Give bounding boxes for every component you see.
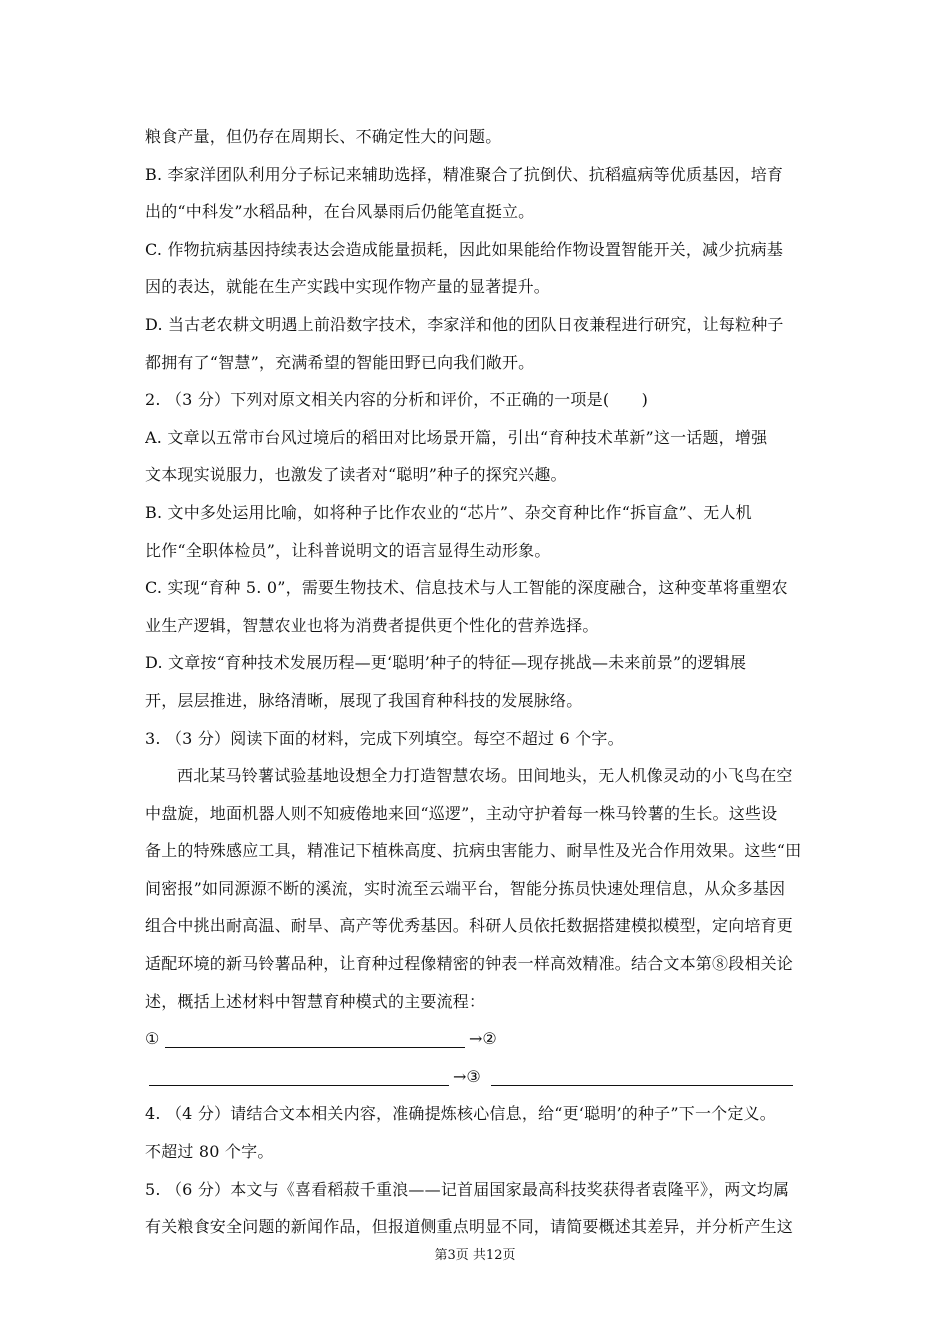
text-line: D. 文章按“育种技术发展历程—更‘聪明’种子的特征—现存挑战—未来前景”的逻辑展 <box>145 653 747 673</box>
blank-marker-2: →② <box>469 1029 497 1049</box>
question-5-stem: 5. （6 分）本文与《喜看稻菽千重浪——记首届国家最高科技奖获得者袁隆平》，两文均属 <box>145 1179 790 1199</box>
text-line: B. 李家洋团队利用分子标记来辅助选择，精准聚合了抗倒伏、抗稻瘟病等优质基因，培育 <box>145 164 784 184</box>
answer-blank-2[interactable] <box>149 1085 449 1086</box>
text-line: 都拥有了“智慧”，充满希望的智能田野已向我们敞开。 <box>145 352 535 372</box>
question-4-stem: 4. （4 分）请结合文本相关内容，准确提炼核心信息，给“更‘聪明’的种子”下一个定义。 <box>145 1104 776 1124</box>
text-line: 比作“全职体检员”，让科普说明文的语言显得生动形象。 <box>145 540 551 560</box>
material-line: 间密报”如同源源不断的溪流，实时流至云端平台，智能分拣员快速处理信息，从众多基因 <box>145 878 786 898</box>
question-2-stem: 2. （3 分）下列对原文相关内容的分析和评价，不正确的一项是( ) <box>145 390 649 410</box>
text-line: B. 文中多处运用比喻，如将种子比作农业的“芯片”、杂交育种比作“拆盲盒”、无人机 <box>145 502 752 522</box>
material-line: 组合中挑出耐高温、耐旱、高产等优秀基因。科研人员依托数据搭建模拟模型，定向培育更 <box>145 916 794 936</box>
text-line: 出的“中科发”水稻品种，在台风暴雨后仍能笔直挺立。 <box>145 202 535 222</box>
text-line: 文本现实说服力，也激发了读者对“聪明”种子的探究兴趣。 <box>145 465 567 485</box>
blank-marker-3: →③ <box>453 1066 481 1086</box>
answer-blank-3[interactable] <box>491 1085 793 1086</box>
document-body <box>145 118 810 1246</box>
material-line: 中盘旋，地面机器人则不知疲倦地来回“巡逻”，主动守护着每一株马铃薯的生长。这些设 <box>145 803 778 823</box>
material-line: 适配环境的新马铃薯品种，让育种过程像精密的钟表一样高效精准。结合文本第⑧段相关论 <box>145 954 794 974</box>
text-line: 因的表达，就能在生产实践中实现作物产量的显著提升。 <box>145 277 551 297</box>
page-footer: 第3页 共12页 <box>434 1248 516 1263</box>
text-line: C. 实现“育种 5. 0”，需要生物技术、信息技术与人工智能的深度融合，这种变革将重塑农 <box>145 578 788 598</box>
text-line: C. 作物抗病基因持续表达会造成能量损耗，因此如果能给作物设置智能开关，减少抗病基 <box>145 239 784 259</box>
fill-blank-row-1 <box>145 1020 810 1058</box>
material-line: 述，概括上述材料中智慧育种模式的主要流程： <box>145 991 486 1011</box>
text-line: 粮食产量，但仍存在周期长、不确定性大的问题。 <box>145 127 502 146</box>
question-3-stem: 3. （3 分）阅读下面的材料，完成下列填空。每空不超过 6 个字。 <box>145 728 624 748</box>
text-line: 有关粮食安全问题的新闻作品，但报道侧重点明显不同，请简要概述其差异，并分析产生这 <box>145 1217 794 1237</box>
fill-blank-row-2 <box>145 1058 810 1096</box>
text-line: D. 当古老农耕文明遇上前沿数字技术，李家洋和他的团队日夜兼程进行研究，让每粒种子 <box>145 314 784 334</box>
material-line: 西北某马铃薯试验基地设想全力打造智慧农场。田间地头，无人机像灵动的小飞鸟在空 <box>177 766 793 786</box>
text-line: 开，层层推进，脉络清晰，展现了我国育种科技的发展脉络。 <box>145 690 583 710</box>
blank-marker-1: ① <box>145 1029 160 1049</box>
answer-blank-1[interactable] <box>165 1047 465 1048</box>
text-line: 不超过 80 个字。 <box>145 1142 274 1162</box>
text-line: 业生产逻辑，智慧农业也将为消费者提供更个性化的营养选择。 <box>145 615 599 635</box>
material-line: 备上的特殊感应工具，精准记下植株高度、抗病虫害能力、耐旱性及光合作用效果。这些“田 <box>145 841 802 861</box>
text-line: A. 文章以五常市台风过境后的稻田对比场景开篇，引出“育种技术革新”这一话题，增强 <box>145 427 768 447</box>
